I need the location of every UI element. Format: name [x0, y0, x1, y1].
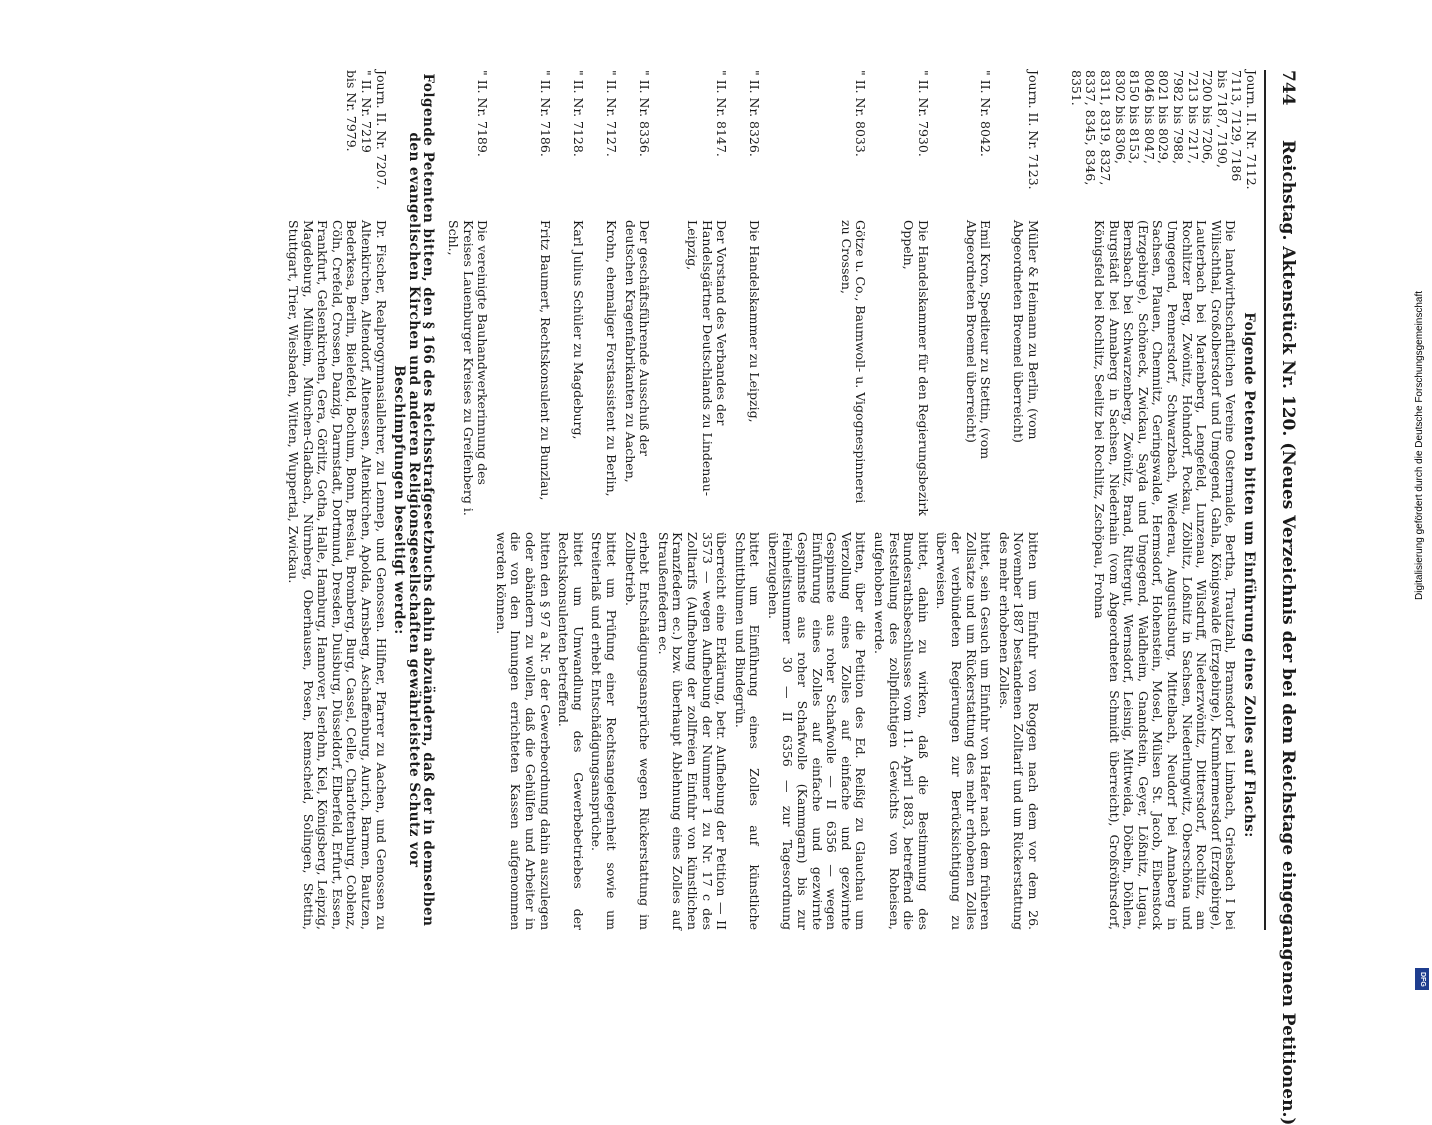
petition-entry — [871, 70, 929, 930]
petition-entry — [493, 70, 551, 930]
dfg-logo: DFG — [1415, 968, 1429, 990]
entry-petitioner: Krohn, ehemaliger Forstassistent zu Berlin, — [603, 220, 619, 497]
entry-ref: " II. Nr. 7189. — [475, 70, 491, 157]
ref-line: 8351. — [1068, 70, 1084, 106]
entry-ref: " II. Nr. 8147. — [714, 70, 730, 157]
entry-petitioner: Die Handelskammer zu Leipzig, — [747, 220, 763, 423]
entry-request: überreicht eine Erklärung, betr. Aufhebung der Petition — II 3573 — wegen Aufhebung der Nummer 1 zu Nr. 17 c des Zolltarifs (Aufhebung der zollfreien Einfuhr von künstlichen Kranzfedern ec.) bzw. überhaupt Ablehnung eines Zolles auf Straußenfedern ec. — [655, 532, 730, 930]
entry-ref: " II. Nr. 8042. — [978, 70, 994, 157]
petition-entries — [282, 70, 1041, 930]
section2-entry — [286, 70, 388, 930]
entry-request: bittet um Umwandlung des Gewerbebetriebes der Rechtskonsulenten betreffend. — [556, 532, 586, 930]
section2-title: Folgende Petenten bitten, den § 166 des Reichsstrafgesetzbuchs dahin abzuändern, daß der in demselben den evangelischen Kirchen und anderen Religionsgesellschaften gewährleistete Schutz vor Beschimpfungen beseitigt werde: — [391, 73, 437, 927]
page-content — [122, 70, 1302, 1125]
ref-line: 7982 bis 7988, — [1171, 70, 1187, 164]
first-entry-text: Die landwirthschaftlichen Vereine Ostermalde, Bertha, Trautzahl, Bramsdorf bei Limbach, Griesbach I bei Wilischthal, Großolbersdorf und Umgegend, Gahla, Königswalde (Erzgebirge), Krumhermersdorf (Erzgebirge), Lauterbach bei Marienberg, Lengefeld, Lunzenau, Wilsdruff, Niederzwönitz, Dittersdorf, Rochlitz, am Rochlitzer Berg, Zwönitz, Hohndorf, Pockau, Zöblitz, Loßnitz in Sachsen, Niederlungwitz, Oberschöna und Umgegend, Pennersdorf, Schwarzbach, Wiederau, Augustusburg, Mittelbach, Neudorf bei Annaberg in Sachsen, Plauen, Chemnitz, Geringswalde, Hermsdorf, Hohenstein, Mosel, Mülsen St. Jacob, Eibenstock (Erzgebirge), Schöneck, Zwickau, Sayda und Umgegend, Waldheim, Gnandstein, Geyer, Lößnitz, Lugau, Bernsbach bei Schwarzenberg, Zwönitz, Brand, Rittergut, Wernsdorf, Leisnig, Mittweida, Döbeln, Döhlen, Burgstädt bei Annaberg in Sachsen, Niederhain (vom Abgeordneten Schmidt überreicht), Großröhrsdorf, Königsfeld bei Rochlitz, Seelitz bei Rochlitz, Zschöpau, Frohna — [1092, 220, 1239, 930]
entry-request — [445, 532, 489, 930]
ref-line: Journ. II. Nr. 7112. — [1244, 70, 1259, 190]
entry-petitioner: Müller & Heimann zu Berlin, (vom Abgeordneten Broemel überreicht) — [1011, 220, 1041, 443]
section2-refs — [286, 70, 388, 220]
ref-line: 8311, 8319, 8327, — [1098, 70, 1114, 186]
ref-line: 7113, 7129, 7186 — [1229, 70, 1245, 182]
ref-line: 8046 bis 8047, — [1141, 70, 1157, 164]
entry-ref: " II. Nr. 8033. — [853, 70, 869, 157]
entry-request: bittet, dahin zu wirken, daß die Bestimmung des Bundesrathsbeschlusses vom 11. April 1883, betreffend die Feststellung des zollpflichtigen Gewichts von Roheisen, aufgehoben werde. — [872, 532, 931, 930]
ref-line: 8302 bis 8306, — [1112, 70, 1128, 164]
entry-request: bittet um Einführung eines Zolles auf künstliche Schnittblumen und Bindegrün. — [732, 532, 763, 930]
entry-request: bittet, sein Gesuch um Einfuhr von Hafer nach dem früheren Zollsatze und um Rückerstattung des mehr erhobenen Zolles der verbündeten Regierungen zur Berücksichtigung zu überweisen. — [934, 532, 994, 930]
petition-entry — [556, 70, 585, 930]
petition-entry — [934, 70, 992, 930]
entry-ref: Journ. II. Nr. 7123. — [1026, 70, 1041, 190]
entry-ref: " II. Nr. 8326. — [747, 70, 763, 157]
entry-petitioner: Die Handelskammer für den Regierungsbezirk Oppeln, — [901, 220, 931, 516]
digitization-note: Digitalisierung gefördert durch die Deutsche Forschungsgemeinschaft — [1414, 290, 1425, 600]
entry-ref: " II. Nr. 8336. — [637, 70, 653, 157]
entry-petitioner: Fritz Baumert, Rechtskonsulent zu Bunzlau, — [537, 220, 553, 501]
ref-line: 7200 bis 7206, — [1200, 70, 1216, 164]
ref-line: 8337, 8345, 8346, — [1083, 70, 1099, 186]
entry-petitioner: Karl Julius Schüler zu Magdeburg, — [570, 220, 586, 440]
petition-entry — [655, 70, 728, 930]
entry-request: bitten, über die Petition des Ed. Reißig zu Glauchau um Verzollung eines Zolles auf einfache und gezwirnte Gespinnste aus roher Schafwolle — II 6356 — wegen Einführung eines Zolles auf einfache und gezwirnte Gespinnste aus roher Schafwolle (Kammgarn) bis zur Feinheitsnummer 30 — II 6356 — zur Tagesordnung überzugehen. — [765, 532, 869, 930]
entry-request: bitten den § 97 a Nr. 5 der Gewerbeordnung dahin auszulegen oder abändern zu wollen, daß die Gehülfen und Arbeiter in die von den Innungen errichteten Kassen aufgenommen werden können. — [493, 532, 553, 930]
section1-title: Folgende Petenten bitten um Einführung eines Zolles auf Flachs: — [1241, 312, 1257, 838]
ref-line: 7213 bis 7217, — [1185, 70, 1201, 164]
page-header — [1268, 70, 1302, 1125]
ref-line: 8021 bis 8029, — [1156, 70, 1172, 164]
entry-ref: " II. Nr. 7186. — [537, 70, 553, 157]
ref-line: " II. Nr. 7219 — [359, 70, 375, 153]
entry-ref: " II. Nr. 7930. — [915, 70, 931, 157]
entry-petitioner: Götze u. Co., Baumwoll- u. Vigognespinnerei zu Crossen, — [838, 220, 869, 504]
main-column — [1077, 220, 1258, 930]
entry-petitioner: Der Vorstand des Verbandes der Handelsgärtner Deutschlands zu Lindenau-Leipzig, — [684, 220, 730, 497]
entry-ref: " II. Nr. 7128. — [570, 70, 586, 157]
ref-line: Journ. II. Nr. 7207. — [373, 70, 389, 190]
entry-request: bittet um Prüfung einer Rechtsangelegenheit sowie um Streiterlaß und erhebt Entschädigungsansprüche. — [589, 532, 619, 930]
entry-petitioner: Emil Kron, Spediteur zu Stettin, (vom Abgeordneten Broemel überreicht) — [963, 220, 994, 460]
journal-refs-block — [1068, 70, 1258, 240]
ref-line: 8150 bis 8153, — [1127, 70, 1143, 164]
ref-line: bis 7187, 7190, — [1214, 70, 1230, 168]
petition-entry — [589, 70, 618, 930]
entry-request: erhebt Entschädigungsansprüche wegen Rückerstattung im Zollbetrieb. — [622, 532, 653, 930]
entry-petitioner: Die vereinigte Bauhandwerkerinnung des Kreises Lauenburger Kreises zu Greifenberg i. Schl., — [446, 220, 491, 516]
entry-petitioner: Der geschäftsführende Ausschuß der deutschen Kragenfabrikanten zu Aachen, — [622, 220, 653, 483]
ref-line: bis Nr. 7979. — [344, 70, 360, 152]
petition-entry — [996, 70, 1040, 930]
entry-request: bitten um Einfuhr von Roggen nach dem vor dem 26. November 1887 bestandenen Zolltarif und um Rückerstattung des mehr erhobenen Zolles. — [996, 532, 1041, 930]
petition-entry — [445, 70, 489, 930]
header-rule — [1264, 70, 1266, 930]
petition-entry — [622, 70, 651, 930]
petition-entry — [765, 70, 867, 930]
page-number: 744 — [1278, 70, 1298, 106]
entry-ref: " II. Nr. 7127. — [603, 70, 619, 157]
petition-entry — [732, 70, 761, 930]
section2-text: Dr. Fischer, Realprogymnasiallehrer, zu Lennep, und Genossen. Hilfner, Pfarrer zu Aachen, und Genossen zu Altenkirchen, Altendorf, Altenessen, Altenkirchen, Apolda, Arnsberg, Aschaffenburg, Aurich, Barmen, Bautzen, Bederkesa, Berlin, Bielefeld, Bochum, Bonn, Breslau, Bromberg, Burg, Cassel, Celle, Charlottenburg, Coblenz, Cöln, Crefeld, Crossen, Danzig, Darmstadt, Dortmund, Dresden, Duisburg, Düsseldorf, Elberfeld, Erfurt, Essen, Frankfurt, Gelsenkirchen, Gera, Görlitz, Gotha, Halle, Hamburg, Hannover, Iserlohn, Kiel, Königsberg, Leipzig, Magdeburg, Mülheim, München-Gladbach, Nürnberg, Oberhausen, Posen, Remscheid, Solingen, Stettin, Stuttgart, Trier, Wiesbaden, Witten, Wuppertal, Zwickau. — [286, 220, 389, 930]
page-title: Reichstag. Aktenstück Nr. 120. (Neues Verzeichnis der bei dem Reichstage eingegangenen Petitionen.) — [1278, 140, 1298, 1125]
